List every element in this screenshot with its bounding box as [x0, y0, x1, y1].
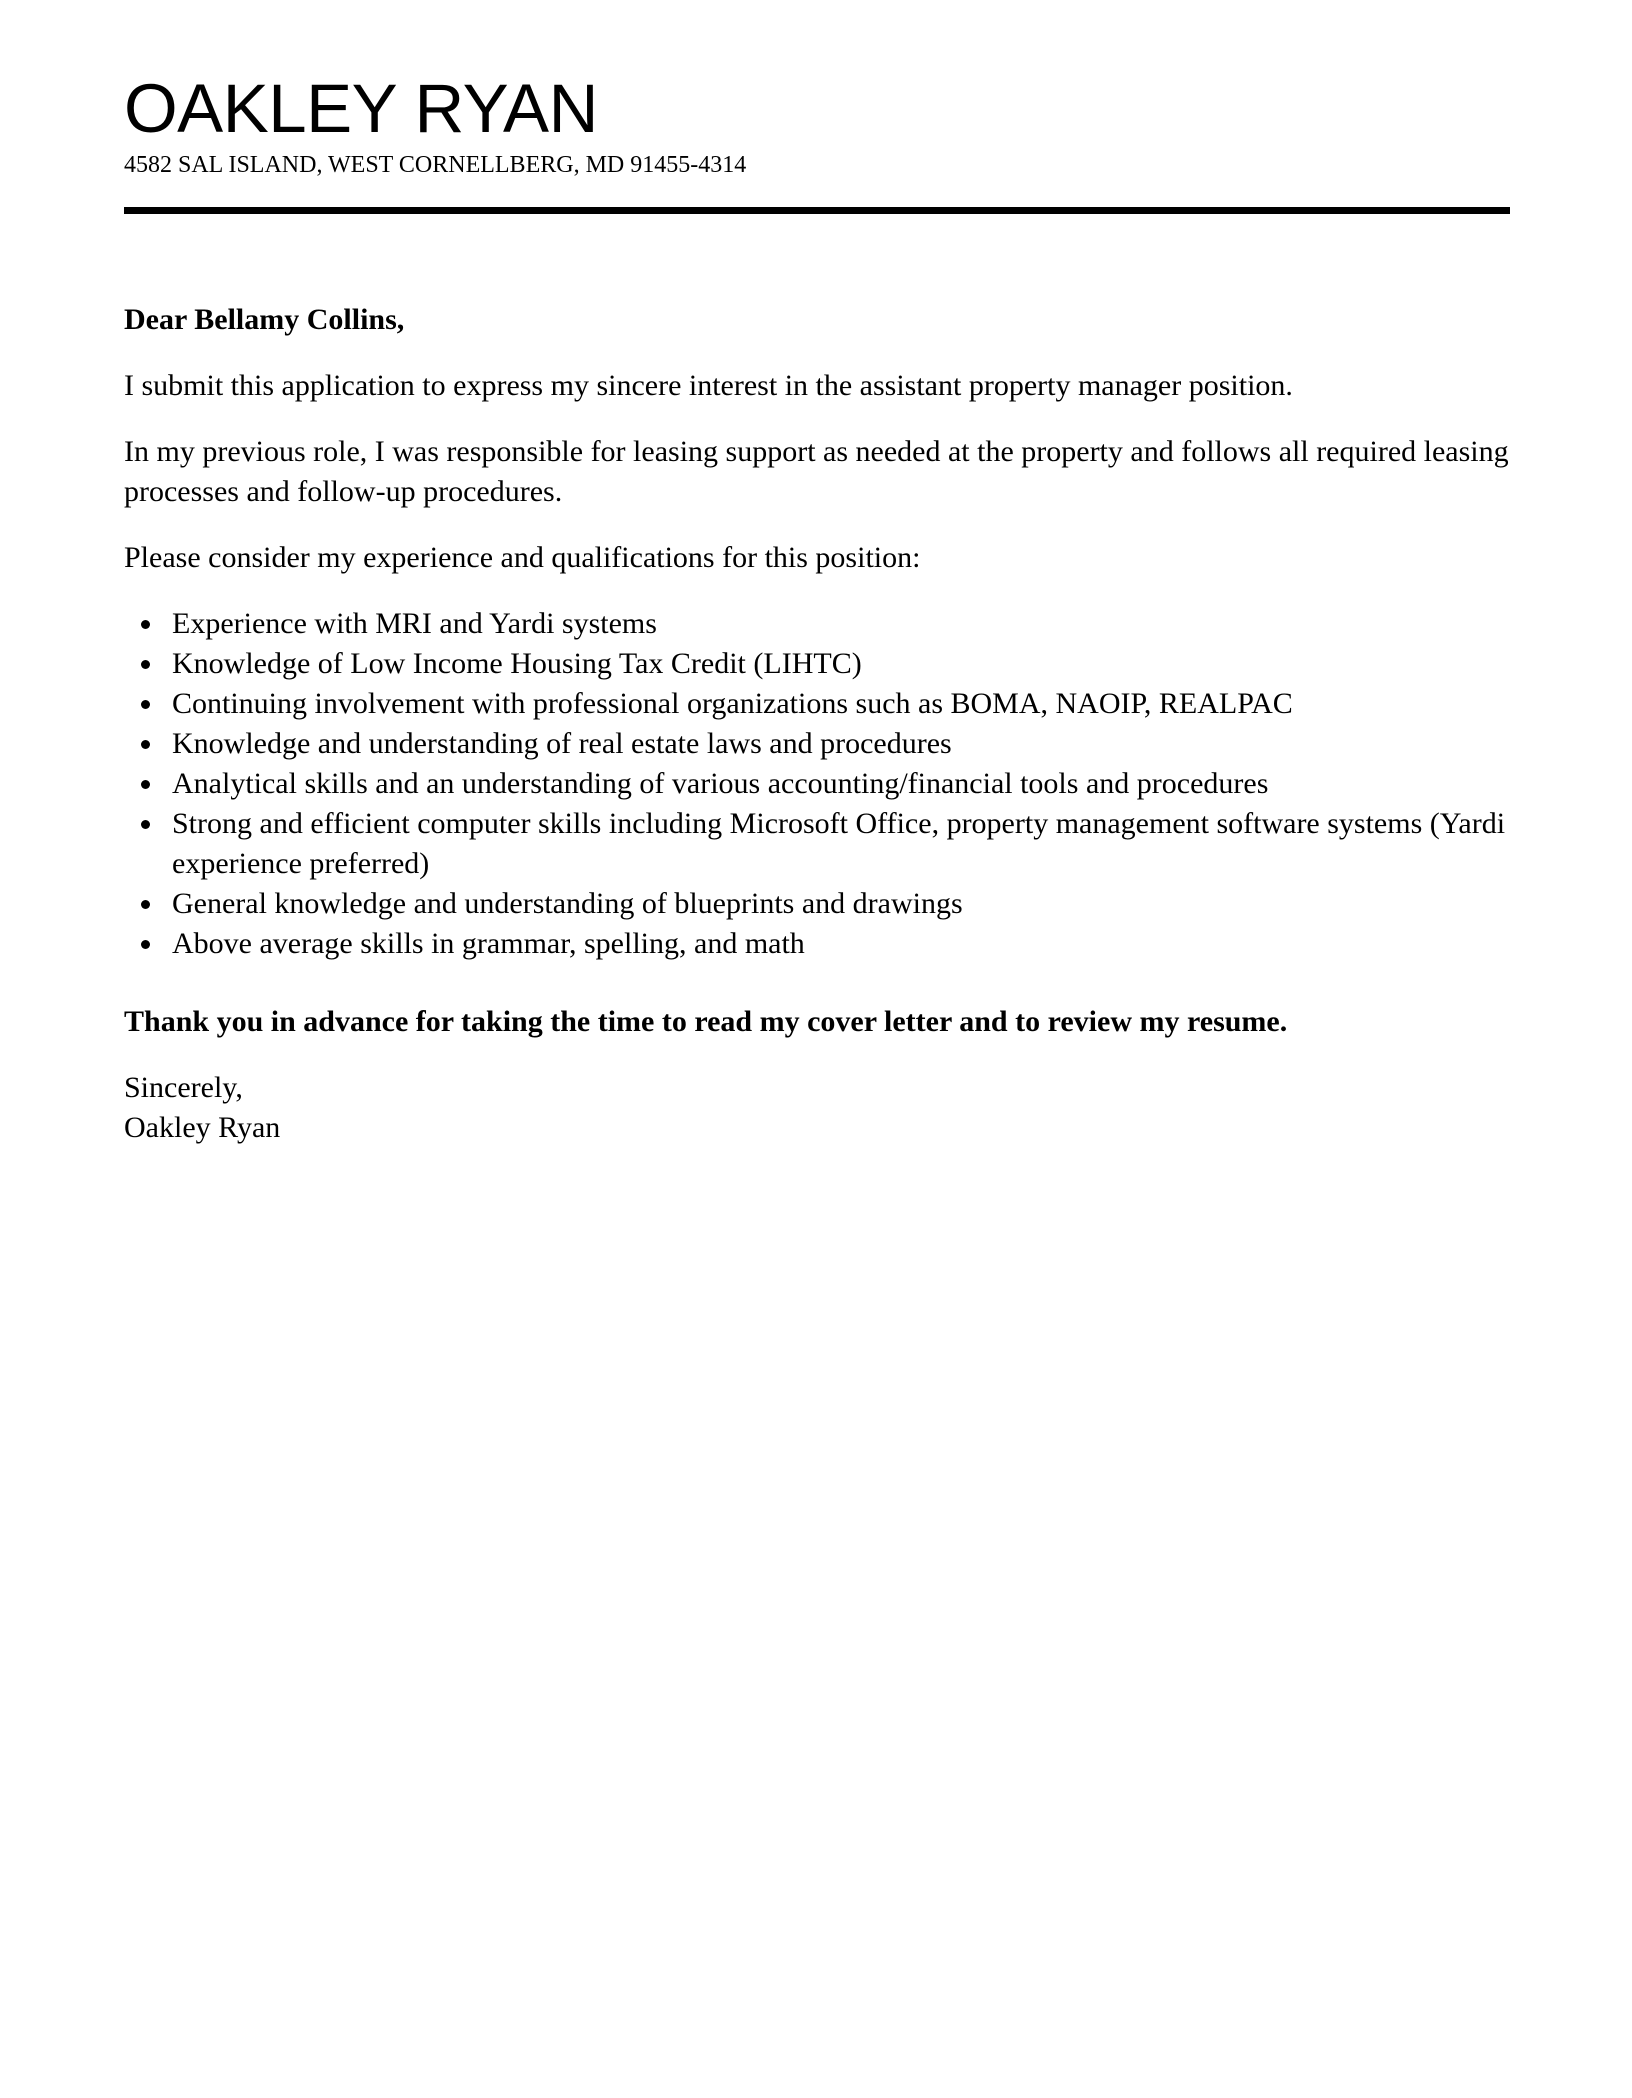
skill-item: Knowledge of Low Income Housing Tax Credit (LIHTC) — [172, 644, 1510, 684]
closing-word: Sincerely, — [124, 1071, 243, 1104]
skill-item: Continuing involvement with professional organizations such as BOMA, NAOIP, REALPAC — [172, 684, 1510, 724]
thank-you-paragraph: Thank you in advance for taking the time to read my cover letter and to review my resume. — [124, 1005, 1288, 1038]
applicant-address: 4582 SAL ISLAND, WEST CORNELLBERG, MD 91455-4314 — [124, 152, 747, 178]
skill-item: Knowledge and understanding of real estate laws and procedures — [172, 724, 1510, 764]
letter-body — [124, 300, 1510, 1174]
signature-name: Oakley Ryan — [124, 1111, 281, 1144]
skill-item: Above average skills in grammar, spelling, and math — [172, 924, 1510, 964]
skills-list — [124, 604, 1510, 964]
header-divider — [124, 207, 1510, 214]
signoff — [124, 1068, 1510, 1148]
applicant-name: OAKLEY RYAN — [124, 70, 598, 147]
skill-item: Analytical skills and an understanding of various accounting/financial tools and procedures — [172, 764, 1510, 804]
greeting: Dear Bellamy Collins, — [124, 303, 405, 336]
qualifications-intro: Please consider my experience and qualifications for this position: — [124, 541, 921, 574]
skill-item: Strong and efficient computer skills including Microsoft Office, property management software systems (Yardi experience preferred) — [172, 804, 1510, 884]
intro-paragraph: I submit this application to express my sincere interest in the assistant property manager position. — [124, 369, 1293, 402]
previous-role-paragraph: In my previous role, I was responsible for leasing support as needed at the property and follows all required leasing processes and follow-up procedures. — [124, 435, 1509, 508]
skill-item: General knowledge and understanding of blueprints and drawings — [172, 884, 1510, 924]
skill-item: Experience with MRI and Yardi systems — [172, 604, 1510, 644]
